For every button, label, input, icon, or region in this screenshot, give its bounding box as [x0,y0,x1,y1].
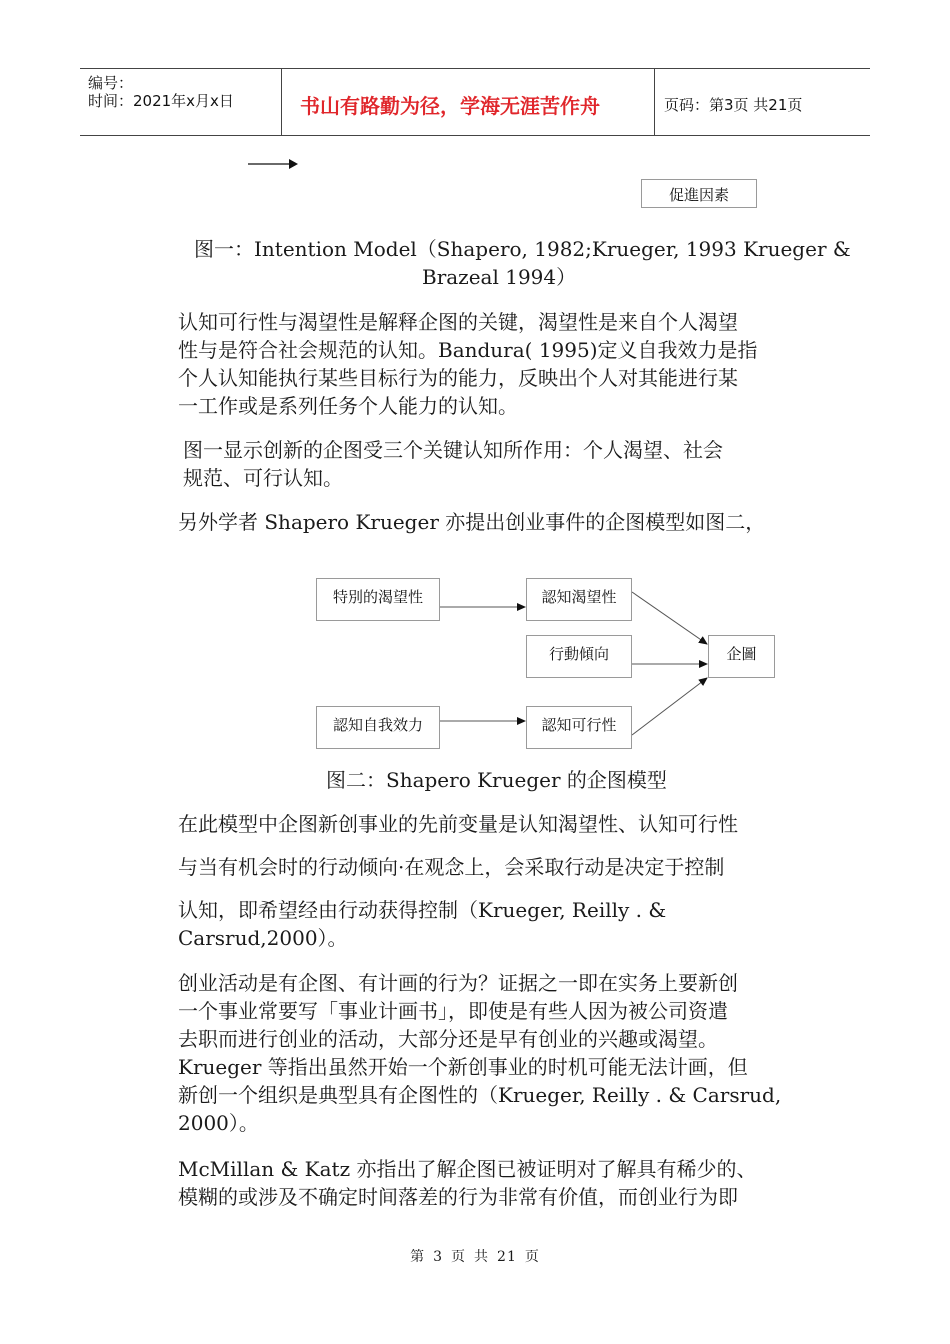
paragraph-5-line: 新创一个组织是典型具有企图性的（Krueger, Reilly . & Carsrud, [178,1083,782,1107]
paragraph-6-line: McMillan & Katz 亦指出了解企图已被证明对了解具有稀少的、 [178,1157,757,1181]
paragraph-5-line: Krueger 等指出虽然开始一个新创事业的时机可能无法计画，但 [178,1055,748,1079]
figure2-box-label: 認知渴望性 [541,588,617,606]
figure1-caption-line2: Brazeal 1994） [422,265,577,289]
figure1-arrow [245,155,305,173]
figure2-box-action-tendency [526,635,632,678]
page-footer [0,1246,950,1266]
figure2-box-label: 特別的渴望性 [332,588,423,606]
header-number-label: 编号： [88,74,134,92]
footer-page-number: 3 [433,1249,444,1265]
figure1-factor-label: 促進因素 [668,186,729,204]
paragraph-4-line2: 与当有机会时的行动倾向·在观念上，会采取行动是决定于控制 [178,855,725,879]
figure2-box-perceived-desirability [526,578,632,621]
figure2-box-label: 認知自我效力 [332,716,423,734]
footer-di: 第 [410,1249,426,1265]
figure2-box-self-efficacy [316,706,440,749]
figure2-box-intention [708,635,775,678]
paragraph-6 [178,1155,808,1211]
paragraph-2-line: 图一显示创新的企图受三个关键认知所作用：个人渴望、社会 [183,438,723,462]
paragraph-1 [178,308,808,420]
footer-total-pages: 21 [497,1249,517,1265]
paragraph-2 [183,436,813,492]
figure2-caption: 图二：Shapero Krueger 的企图模型 [326,768,667,792]
paragraph-5-line: 一个事业常要写「事业计画书」，即使是有些人因为被公司资遣 [178,999,728,1023]
header-motto: 书山有路勤为径，学海无涯苦作舟 [300,94,600,118]
paragraph-4-line3: 认知，即希望经由行动获得控制（Krueger, Reilly . & [178,898,667,922]
header-bottom-rule [80,135,870,136]
paragraph-2-line: 规范、可行认知。 [183,466,343,490]
figure2-box-label: 企圖 [726,645,757,663]
footer-ye: 页 [451,1249,467,1265]
figure1-factor-box [641,179,757,208]
header-page-info: 页码：第3页 共21页 [664,96,803,114]
header-time-label: 时间：2021年x月x日 [88,92,234,110]
paragraph-1-line: 性与是符合社会规范的认知。Bandura( 1995)定义自我效力是指 [178,338,758,362]
header-divider-left [281,68,282,136]
paragraph-4-line4: Carsrud,2000）。 [178,926,348,950]
figure1-caption-line1: 图一：Intention Model（Shapero, 1982;Krueger, 1993 Krueger & [194,237,851,261]
paragraph-5-line: 去职而进行创业的活动，大部分还是早有创业的兴趣或渴望。 [178,1027,718,1051]
header-top-rule [80,68,870,69]
footer-ye2: 页 [524,1249,540,1265]
figure2-box-specific-desire [316,578,440,621]
paragraph-5-line: 创业活动是有企图、有计画的行为？证据之一即在实务上要新创 [178,971,738,995]
figure2-box-label: 行動傾向 [548,645,609,663]
footer-gong: 共 [474,1249,490,1265]
figure2-box-perceived-feasibility [526,706,632,749]
paragraph-4-line1: 在此模型中企图新创事业的先前变量是认知渴望性、认知可行性 [178,812,738,836]
paragraph-1-line: 个人认知能执行某些目标行为的能力，反映出个人对其能进行某 [178,366,738,390]
paragraph-5 [178,969,808,1137]
figure2-box-label: 認知可行性 [541,716,617,734]
paragraph-6-line: 模糊的或涉及不确定时间落差的行为非常有价值，而创业行为即 [178,1185,738,1209]
paragraph-5-line: 2000）。 [178,1111,259,1135]
paragraph-3: 另外学者 Shapero Krueger 亦提出创业事件的企图模型如图二， [178,510,766,534]
paragraph-1-line: 认知可行性与渴望性是解释企图的关键，渴望性是来自个人渴望 [178,310,738,334]
paragraph-1-line: 一工作或是系列任务个人能力的认知。 [178,394,518,418]
header-divider-right [654,68,655,136]
